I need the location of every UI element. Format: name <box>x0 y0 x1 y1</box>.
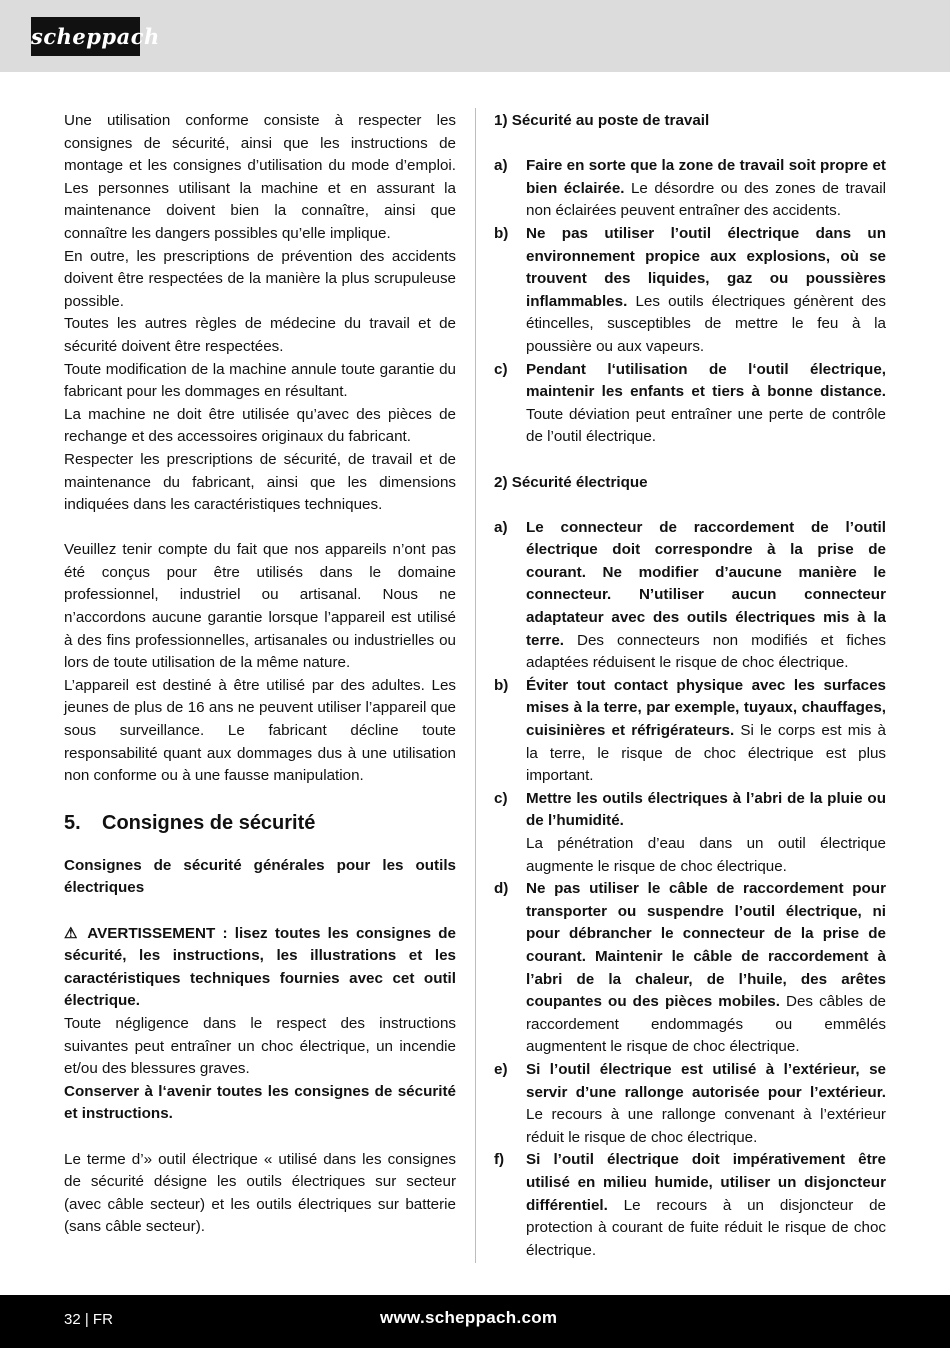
item-text: Le désordre ou des zones de travail non éclairées peuvent entraîner des accidents. <box>526 179 886 220</box>
section-heading <box>64 810 456 836</box>
list-item <box>494 359 886 449</box>
item-text: Des connecteurs non modifiés et fiches adaptées réduisent le risque de choc électrique. <box>526 631 886 672</box>
section-2-title: 2) Sécurité électrique <box>494 473 648 491</box>
item-bold: Ne pas utiliser l’outil électrique dans un environnement propice aux explosions, où se trouvent des liquides, gaz ou poussières inflammables. <box>526 224 886 310</box>
item-label: a) <box>494 518 508 536</box>
item-label: f) <box>494 1151 505 1169</box>
item-label: c) <box>494 789 508 807</box>
warning-text: AVERTISSEMENT : lisez toutes les consignes de sécurité, les instructions, les illustrations et les caractéristiques techniques fournies avec cet outil électrique. <box>64 924 457 1010</box>
usage-paragraph: L’appareil est destiné à être utilisé par des adultes. Les jeunes de plus de 16 ans ne peuvent utiliser l’appareil que sous surveillance. Le fabricant décline toute responsabilité quant aux dommages dus à une utilisation non conforme ou à une fausse manipulation. <box>64 676 456 785</box>
list-item <box>494 517 886 675</box>
warning-icon: ⚠ <box>64 924 81 942</box>
section-number: 5. <box>64 811 81 834</box>
item-label: a) <box>494 157 508 175</box>
list-item <box>494 1059 886 1149</box>
item-bold: Si l’outil électrique est utilisé à l’extérieur, se servir d’une rallonge autorisée pour l’extérieur. <box>526 1060 886 1101</box>
section-title: Consignes de sécurité <box>102 811 316 834</box>
item-bold: Le connecteur de raccordement de l’outil électrique doit correspondre à la prise de courant. Ne modifier d’aucune manière le connecteur. N’utiliser aucun connecteur adaptateur avec des outils électriques mis à la terre. <box>526 518 886 649</box>
item-bold: Éviter tout contact physique avec les surfaces mises à la terre, par exemple, tuyaux, chauffages, cuisinières et réfrigérateurs. <box>526 676 886 740</box>
item-label: c) <box>494 360 508 378</box>
subheading: Consignes de sécurité générales pour les outils électriques <box>64 856 456 897</box>
left-column <box>64 110 456 1239</box>
item-bold: Si l’outil électrique doit impérativement être utilisé en milieu humide, utiliser un disjoncteur différentiel. <box>526 1151 886 1214</box>
list-item <box>494 788 886 878</box>
item-text: La pénétration d’eau dans un outil électrique augmente le risque de choc électrique. <box>526 835 886 875</box>
page-number: 32 | FR <box>64 1311 113 1328</box>
section-1-title: 1) Sécurité au poste de travail <box>494 112 710 129</box>
usage-paragraph: Veuillez tenir compte du fait que nos appareils n’ont pas été conçus pour être utilisés dans le domaine professionnel, industriel ou artisanal. Nous ne n’accordons aucune garantie lorsque l’appareil est utilisé à des fins professionnelles, artisanales ou industrielles ou lors de toute utilisation de la même nature. <box>64 541 456 672</box>
footer-bar <box>0 1295 950 1348</box>
header-bar <box>0 0 950 72</box>
scheppach-logo: scheppach <box>31 17 140 56</box>
item-text: Si le corps est mis à la terre, le risque de choc électrique est plus important. <box>526 722 886 785</box>
item-text: Le recours à un disjoncteur de protection à courant de fuite réduit le risque de choc électrique. <box>526 1196 886 1259</box>
item-text: Les outils électriques génèrent des étincelles, susceptibles de mettre le feu à la poussière ou aux vapeurs. <box>526 292 886 355</box>
website-link[interactable]: www.scheppach.com <box>380 1308 558 1327</box>
item-label: b) <box>494 224 509 242</box>
warning-paragraph <box>64 923 456 1013</box>
list-item <box>494 878 886 1059</box>
item-bold: Mettre les outils électriques à l’abri de la pluie ou de l’humidité. <box>526 789 886 830</box>
item-bold: Pendant l‘utilisation de l‘outil électrique, maintenir les enfants et tiers à bonne distance. <box>526 360 886 401</box>
column-divider <box>475 108 476 1263</box>
keep-instructions: Conserver à l‘avenir toutes les consignes de sécurité et instructions. <box>64 1082 456 1123</box>
intro-paragraph: Respecter les prescriptions de sécurité, de travail et de maintenance du fabricant, ainsi que les dimensions indiquées dans les caractéristiques techniques. <box>64 450 456 514</box>
intro-paragraph: Une utilisation conforme consiste à respecter les consignes de sécurité, ainsi que les instructions de montage et les consignes d’utilisation du mode d’emploi. Les personnes utilisant la machine et en assurant la maintenance doivent bien la connaître, ainsi que connaître les dangers possibles qu’elle implique. <box>64 112 456 242</box>
item-label: d) <box>494 880 509 898</box>
intro-paragraph: Toutes les autres règles de médecine du travail et de sécurité doivent être respectées. <box>64 315 456 355</box>
item-label: e) <box>494 1060 508 1078</box>
right-column <box>494 110 886 1262</box>
list-item <box>494 223 886 359</box>
item-label: b) <box>494 676 509 694</box>
intro-paragraph: En outre, les prescriptions de prévention des accidents doivent être respectées de la manière la plus scrupuleuse possible. <box>64 247 456 310</box>
item-bold: Ne pas utiliser le câble de raccordement pour transporter ou suspendre l’outil électrique, ni pour débrancher le connecteur de la prise de courant. Maintenir le câble de raccordement à l’abri de la chaleur, de l’huile, des arêtes coupantes ou des pièces mobiles. <box>526 880 886 1011</box>
item-text: Toute déviation peut entraîner une perte de contrôle de l’outil électrique. <box>526 405 886 446</box>
item-text: Le recours à une rallonge convenant à l’extérieur réduit le risque de choc électrique. <box>526 1106 886 1146</box>
item-bold: Faire en sorte que la zone de travail soit propre et bien éclairée. <box>526 157 886 197</box>
intro-paragraph: La machine ne doit être utilisée qu’avec des pièces de rechange et des accessoires originaux du fabricant. <box>64 405 456 446</box>
intro-paragraph: Toute modification de la machine annule toute garantie du fabricant pour les dommages en résultant. <box>64 360 456 401</box>
list-item <box>494 1149 886 1262</box>
term-definition: Le terme d’» outil électrique « utilisé dans les consignes de sécurité désigne les outils électriques sur secteur (avec câble secteur) et les outils électriques sur batterie (sans câble secteur). <box>64 1150 456 1236</box>
list-item <box>494 155 886 223</box>
item-text: Des câbles de raccordement endommagés ou emmêlés augmentent le risque de choc électrique. <box>526 993 886 1056</box>
negligence-paragraph: Toute négligence dans le respect des instructions suivantes peut entraîner un choc électrique, un incendie et/ou des blessures graves. <box>64 1014 456 1078</box>
list-item <box>494 675 886 788</box>
